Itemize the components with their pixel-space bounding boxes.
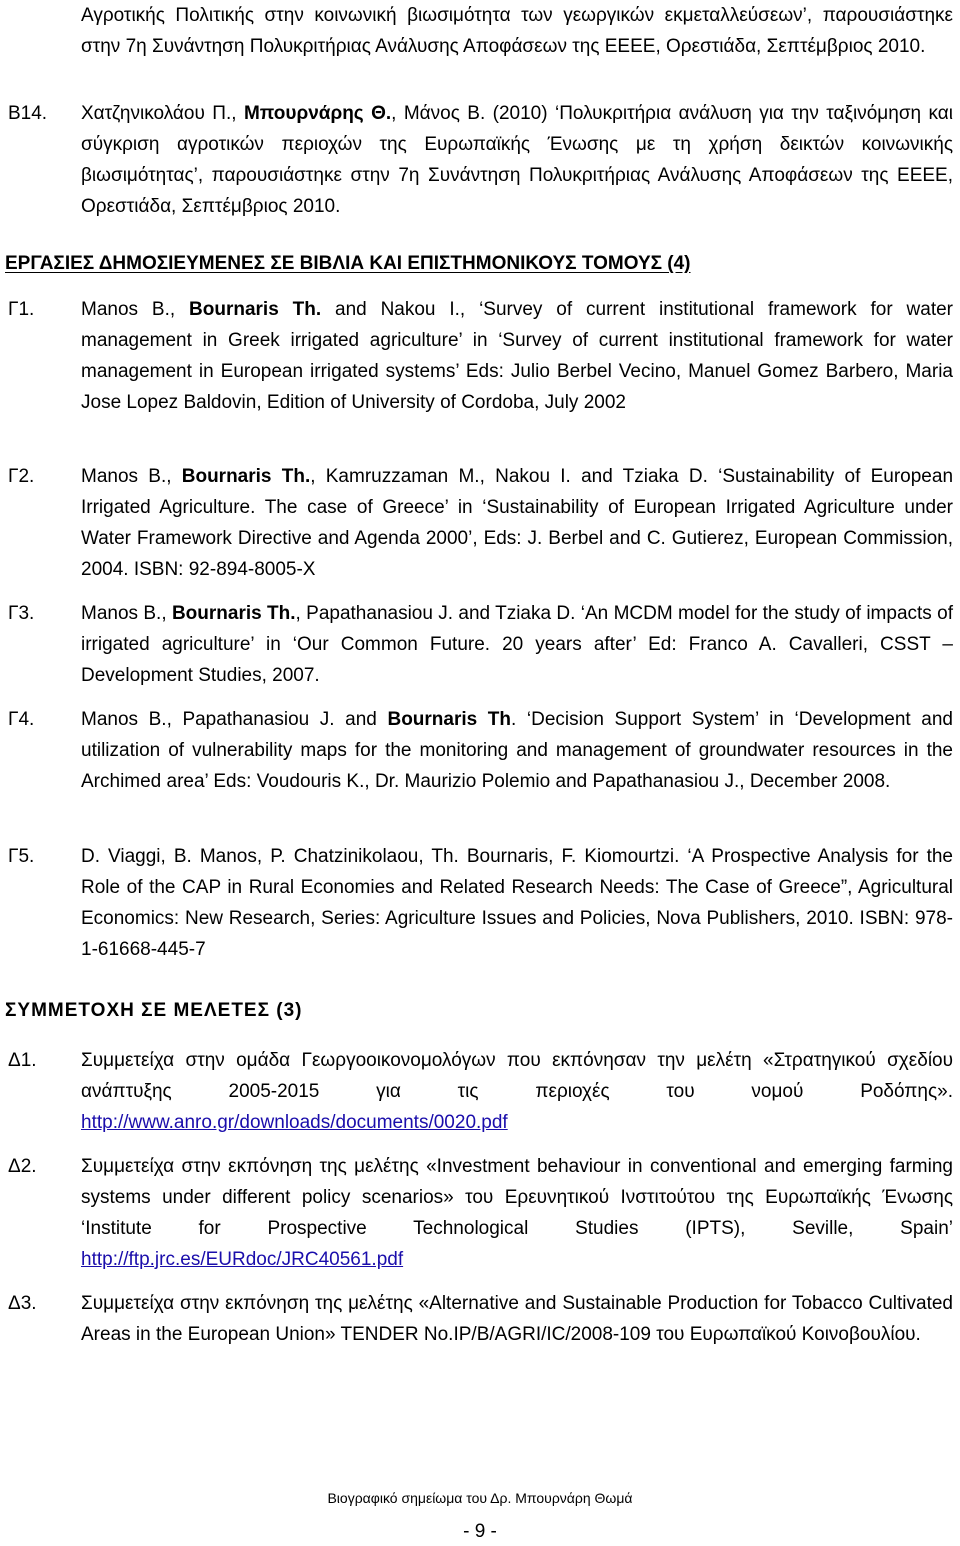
entry-text	[81, 1045, 953, 1138]
study-link[interactable]: http://www.anro.gr/downloads/documents/0020.pdf	[81, 1112, 508, 1133]
author-bold: Bournaris Th	[387, 709, 512, 730]
entry-label: Γ1.	[8, 299, 35, 320]
entry-text	[81, 98, 953, 222]
entry-text: Συμμετείχα στην εκπόνηση της μελέτης «Alternative and Sustainable Production for Tobacco Cultivated Areas in the European Union» TENDER No.IP/B/AGRI/IC/2008-109 του Ευρωπαϊκού Κοινοβουλίου.	[81, 1293, 953, 1345]
authors: Manos B.,	[81, 466, 182, 487]
study-link[interactable]: http://ftp.jrc.es/EURdoc/JRC40561.pdf	[81, 1249, 404, 1270]
entry-text	[81, 704, 953, 797]
authors: Manos B.,	[81, 603, 172, 624]
entry-text	[81, 598, 953, 691]
entry-label: Δ1.	[8, 1050, 37, 1071]
author-bold: Bournaris Th.	[189, 299, 322, 320]
entry-label: Γ5.	[8, 846, 35, 867]
authors: Χατζηνικολάου Π.,	[81, 103, 244, 124]
entry-label: Δ3.	[8, 1293, 37, 1314]
footer-caption: Βιογραφικό σημείωμα του Δρ. Μπουρνάρη Θωμά	[327, 1490, 633, 1506]
entry-body: and Nakou I., ‘Survey of current institutional framework for water management in Greek irrigated agriculture’ in ‘Survey of current institutional framework for water management in European irrigated systems’ Eds: Julio Berbel Vecino, Manuel Gomez Barbero, Maria Jose Lopez Baldovin, Edition of University of Cordoba, July 2002	[81, 299, 954, 413]
entry-body: (2010) ‘Πολυκριτήρια ανάλυση για την ταξινόμηση και σύγκριση αγροτικών περιοχών της Ευρωπαϊκής Ένωσης με τη χρήση δεικτών κοινωνικής βιωσιμότητας’, παρουσιάστηκε στην 7η Συνάντηση Πολυκριτήριας Ανάλυσης Αποφάσεων της ΕΕΕΕ, Ορεστιάδα, Σεπτέμβριος 2010.	[81, 103, 953, 217]
authors: Manos B.,	[81, 299, 190, 320]
entry-body: . ‘Decision Support System’ in ‘Development and utilization of vulnerability maps for the monitoring and management of groundwater resources in the Archimed area’ Eds: Voudouris K., Dr. Maurizio Polemio and Papathanasiou J., December 2008.	[81, 709, 953, 792]
author-bold: Bournaris Th.	[171, 603, 296, 624]
section-heading-studies: ΣΥΜΜΕΤΟΧΗ ΣΕ ΜΕΛΕΤΕΣ (3)	[5, 1000, 303, 1021]
entry-body: , Papathanasiou J. and Tziaka D. ‘An MCDM model for the study of impacts of irrigated agriculture’ in ‘Our Common Future. 20 years after’ Ed: Franco A. Cavalleri, CSST – Development Studies, 2007.	[81, 603, 953, 686]
entry-text	[81, 461, 953, 585]
entry-text: D. Viaggi, B. Manos, P. Chatzinikolaou, Th. Bournaris, F. Kiomourtzi. ‘A Prospective Analysis for the Role of the CAP in Rural Economies and Related Research Needs: The Case of Greece”, Agricultural Economics: New Research, Series: Agriculture Issues and Policies, Nova Publishers, 2010. ISBN: 978-1-61668-445-7	[81, 846, 953, 960]
entry-label: Γ3.	[8, 603, 35, 624]
entry-body: Συμμετείχα στην εκπόνηση της μελέτης «Investment behaviour in conventional and emerging farming systems under different policy scenarios» του Ερευνητικού Ινστιτούτου της Ευρωπαϊκής Ένωσης ‘Institute for Prospective Technological Studies (IPTS), Seville, Spain’	[81, 1156, 953, 1239]
entry-label: Δ2.	[8, 1156, 37, 1177]
page-number: - 9 -	[463, 1521, 497, 1542]
entry-body: Συμμετείχα στην ομάδα Γεωργοοικονομολόγων που εκπόνησαν την μελέτη «Στρατηγικού σχεδίου ανάπτυξης 2005-2015 για τις περιοχές του νομού Ροδόπης».	[81, 1050, 953, 1102]
entry-label: Γ4.	[8, 709, 35, 730]
authors: Manos B., Papathanasiou J. and	[81, 709, 388, 730]
author-bold: Bournaris Th.	[181, 466, 311, 487]
entry-text	[81, 1151, 953, 1275]
continuation-text: Αγροτικής Πολιτικής στην κοινωνική βιωσιμότητα των γεωργικών εκμεταλλεύσεων’, παρουσιάστηκε στην 7η Συνάντηση Πολυκριτήριας Ανάλυσης Αποφάσεων της ΕΕΕΕ, Ορεστιάδα, Σεπτέμβριος 2010.	[81, 5, 953, 57]
entry-text	[81, 294, 953, 418]
entry-label: Γ2.	[8, 466, 35, 487]
entry-body: , Kamruzzaman M., Nakou I. and Tziaka D. ‘Sustainability of European Irrigated Agriculture. The case of Greece’ in ‘Sustainability of European Irrigated Agriculture under Water Framework Directive and Agenda 2000’, Eds: J. Berbel and C. Gutierez, European Commission, 2004. ISBN: 92-894-8005-X	[81, 466, 954, 580]
author-bold: Μπουρνάρης Θ.	[243, 103, 392, 124]
entry-label: Β14.	[8, 103, 48, 124]
authors-rest: , Μάνος Β.	[391, 103, 486, 124]
section-heading-books: ΕΡΓΑΣΙΕΣ ΔΗΜΟΣΙΕΥΜΕΝΕΣ ΣΕ ΒΙΒΛΙΑ ΚΑΙ ΕΠΙΣΤΗΜΟΝΙΚΟΥΣ ΤΟΜΟΥΣ (4)	[5, 253, 691, 274]
